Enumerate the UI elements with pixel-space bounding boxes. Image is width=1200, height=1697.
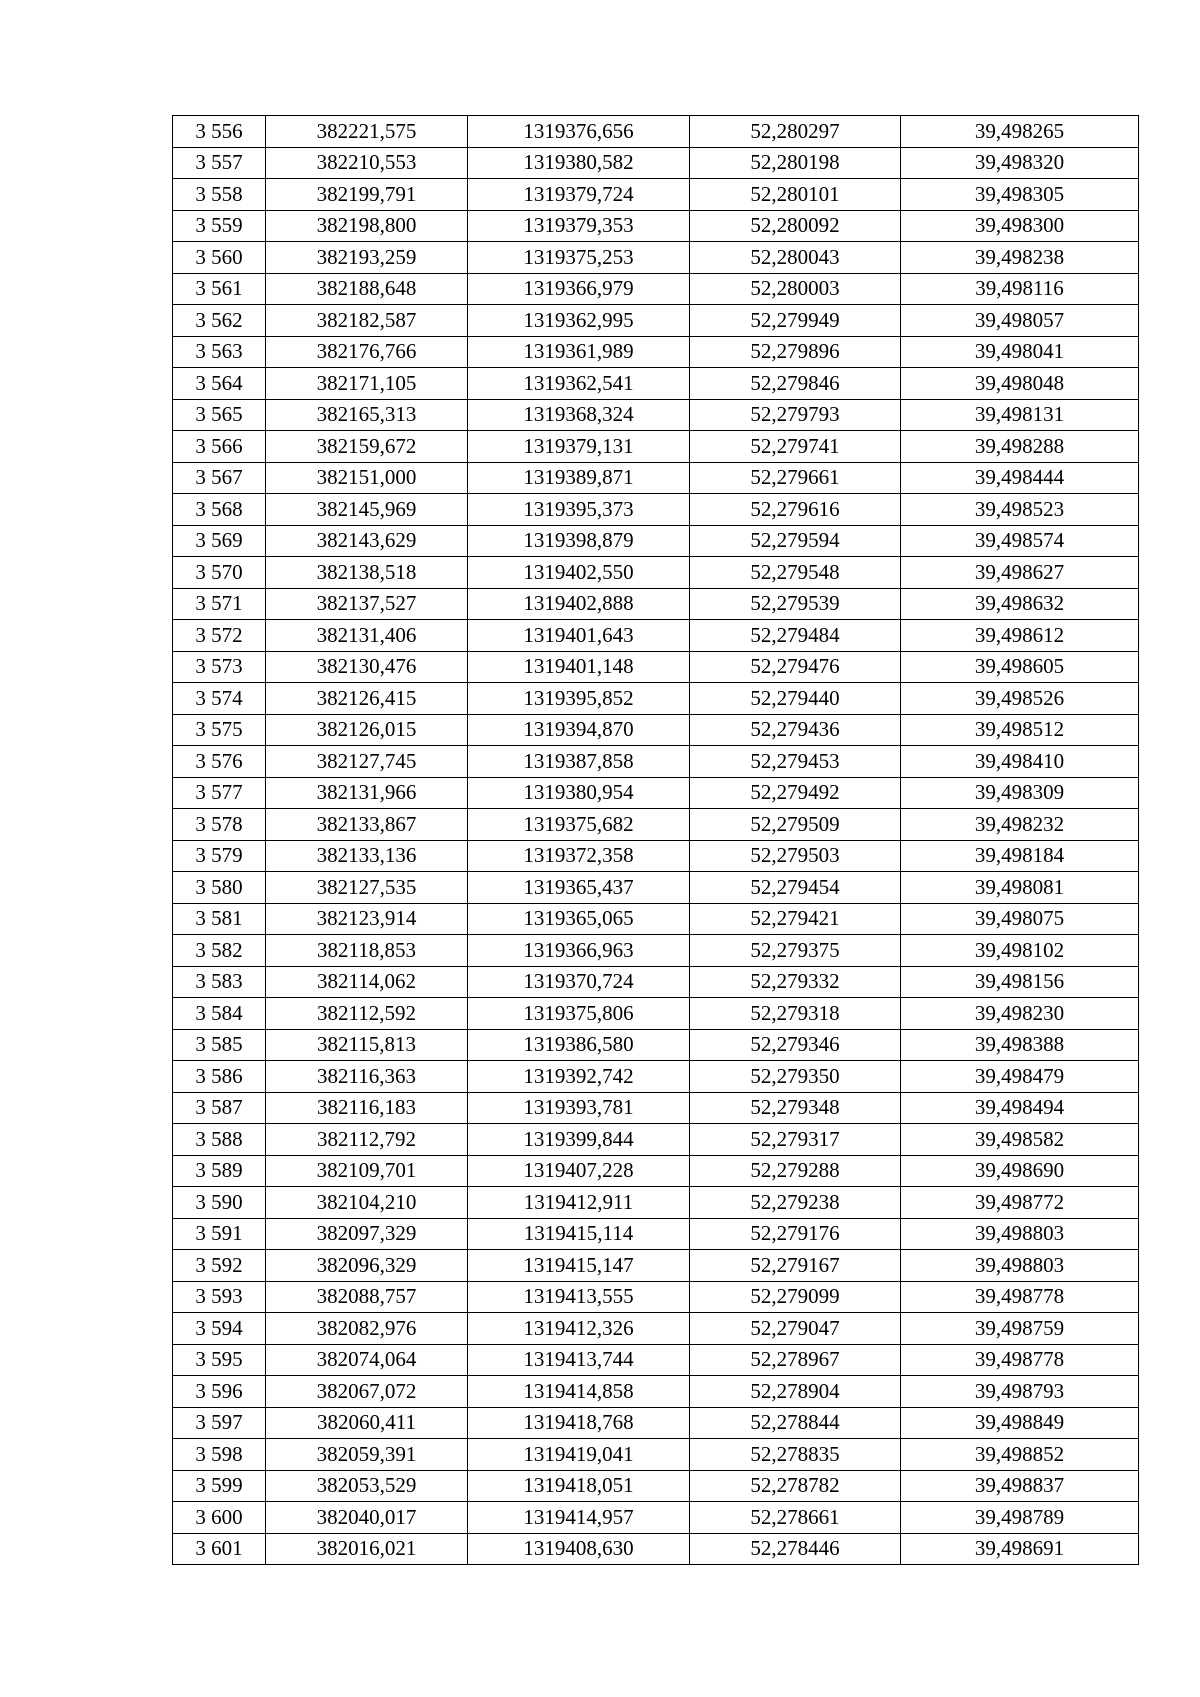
x-coordinate-cell: 382221,575 bbox=[266, 116, 468, 148]
latitude-cell: 52,279332 bbox=[690, 966, 901, 998]
longitude-cell: 39,498102 bbox=[901, 935, 1139, 967]
point-number-cell: 3 576 bbox=[173, 746, 266, 778]
latitude-cell: 52,278446 bbox=[690, 1533, 901, 1565]
y-coordinate-cell: 1319380,582 bbox=[468, 147, 690, 179]
table-row bbox=[173, 368, 1139, 400]
x-coordinate-cell: 382126,415 bbox=[266, 683, 468, 715]
x-coordinate-cell: 382112,592 bbox=[266, 998, 468, 1030]
latitude-cell: 52,279492 bbox=[690, 777, 901, 809]
longitude-cell: 39,498116 bbox=[901, 273, 1139, 305]
y-coordinate-cell: 1319401,148 bbox=[468, 651, 690, 683]
x-coordinate-cell: 382176,766 bbox=[266, 336, 468, 368]
y-coordinate-cell: 1319366,979 bbox=[468, 273, 690, 305]
longitude-cell: 39,498526 bbox=[901, 683, 1139, 715]
x-coordinate-cell: 382109,701 bbox=[266, 1155, 468, 1187]
latitude-cell: 52,279348 bbox=[690, 1092, 901, 1124]
x-coordinate-cell: 382074,064 bbox=[266, 1344, 468, 1376]
y-coordinate-cell: 1319361,989 bbox=[468, 336, 690, 368]
x-coordinate-cell: 382138,518 bbox=[266, 557, 468, 589]
point-number-cell: 3 560 bbox=[173, 242, 266, 274]
longitude-cell: 39,498305 bbox=[901, 179, 1139, 211]
longitude-cell: 39,498691 bbox=[901, 1533, 1139, 1565]
latitude-cell: 52,279793 bbox=[690, 399, 901, 431]
y-coordinate-cell: 1319418,051 bbox=[468, 1470, 690, 1502]
y-coordinate-cell: 1319375,806 bbox=[468, 998, 690, 1030]
latitude-cell: 52,279167 bbox=[690, 1250, 901, 1282]
x-coordinate-cell: 382097,329 bbox=[266, 1218, 468, 1250]
longitude-cell: 39,498081 bbox=[901, 872, 1139, 904]
longitude-cell: 39,498605 bbox=[901, 651, 1139, 683]
longitude-cell: 39,498075 bbox=[901, 903, 1139, 935]
x-coordinate-cell: 382096,329 bbox=[266, 1250, 468, 1282]
latitude-cell: 52,280198 bbox=[690, 147, 901, 179]
x-coordinate-cell: 382165,313 bbox=[266, 399, 468, 431]
point-number-cell: 3 592 bbox=[173, 1250, 266, 1282]
y-coordinate-cell: 1319399,844 bbox=[468, 1124, 690, 1156]
point-number-cell: 3 556 bbox=[173, 116, 266, 148]
y-coordinate-cell: 1319379,724 bbox=[468, 179, 690, 211]
x-coordinate-cell: 382143,629 bbox=[266, 525, 468, 557]
longitude-cell: 39,498849 bbox=[901, 1407, 1139, 1439]
point-number-cell: 3 566 bbox=[173, 431, 266, 463]
longitude-cell: 39,498156 bbox=[901, 966, 1139, 998]
point-number-cell: 3 567 bbox=[173, 462, 266, 494]
longitude-cell: 39,498627 bbox=[901, 557, 1139, 589]
latitude-cell: 52,280092 bbox=[690, 210, 901, 242]
x-coordinate-cell: 382123,914 bbox=[266, 903, 468, 935]
longitude-cell: 39,498131 bbox=[901, 399, 1139, 431]
y-coordinate-cell: 1319368,324 bbox=[468, 399, 690, 431]
x-coordinate-cell: 382116,183 bbox=[266, 1092, 468, 1124]
latitude-cell: 52,280003 bbox=[690, 273, 901, 305]
table-row bbox=[173, 1376, 1139, 1408]
y-coordinate-cell: 1319376,656 bbox=[468, 116, 690, 148]
point-number-cell: 3 580 bbox=[173, 872, 266, 904]
table-row bbox=[173, 620, 1139, 652]
x-coordinate-cell: 382082,976 bbox=[266, 1313, 468, 1345]
y-coordinate-cell: 1319414,957 bbox=[468, 1502, 690, 1534]
longitude-cell: 39,498320 bbox=[901, 147, 1139, 179]
x-coordinate-cell: 382193,259 bbox=[266, 242, 468, 274]
latitude-cell: 52,279503 bbox=[690, 840, 901, 872]
latitude-cell: 52,278835 bbox=[690, 1439, 901, 1471]
point-number-cell: 3 565 bbox=[173, 399, 266, 431]
y-coordinate-cell: 1319408,630 bbox=[468, 1533, 690, 1565]
point-number-cell: 3 586 bbox=[173, 1061, 266, 1093]
point-number-cell: 3 581 bbox=[173, 903, 266, 935]
y-coordinate-cell: 1319379,131 bbox=[468, 431, 690, 463]
point-number-cell: 3 600 bbox=[173, 1502, 266, 1534]
point-number-cell: 3 594 bbox=[173, 1313, 266, 1345]
table-row bbox=[173, 651, 1139, 683]
y-coordinate-cell: 1319387,858 bbox=[468, 746, 690, 778]
latitude-cell: 52,279616 bbox=[690, 494, 901, 526]
table-row bbox=[173, 903, 1139, 935]
table-row bbox=[173, 840, 1139, 872]
y-coordinate-cell: 1319412,326 bbox=[468, 1313, 690, 1345]
longitude-cell: 39,498789 bbox=[901, 1502, 1139, 1534]
y-coordinate-cell: 1319362,541 bbox=[468, 368, 690, 400]
latitude-cell: 52,279741 bbox=[690, 431, 901, 463]
latitude-cell: 52,279288 bbox=[690, 1155, 901, 1187]
point-number-cell: 3 590 bbox=[173, 1187, 266, 1219]
point-number-cell: 3 579 bbox=[173, 840, 266, 872]
point-number-cell: 3 563 bbox=[173, 336, 266, 368]
x-coordinate-cell: 382059,391 bbox=[266, 1439, 468, 1471]
point-number-cell: 3 562 bbox=[173, 305, 266, 337]
longitude-cell: 39,498852 bbox=[901, 1439, 1139, 1471]
x-coordinate-cell: 382016,021 bbox=[266, 1533, 468, 1565]
table-row bbox=[173, 588, 1139, 620]
longitude-cell: 39,498793 bbox=[901, 1376, 1139, 1408]
coordinates-table-body bbox=[173, 116, 1139, 1565]
longitude-cell: 39,498803 bbox=[901, 1250, 1139, 1282]
latitude-cell: 52,279317 bbox=[690, 1124, 901, 1156]
point-number-cell: 3 558 bbox=[173, 179, 266, 211]
point-number-cell: 3 595 bbox=[173, 1344, 266, 1376]
longitude-cell: 39,498778 bbox=[901, 1281, 1139, 1313]
table-row bbox=[173, 998, 1139, 1030]
table-row bbox=[173, 966, 1139, 998]
y-coordinate-cell: 1319393,781 bbox=[468, 1092, 690, 1124]
y-coordinate-cell: 1319402,550 bbox=[468, 557, 690, 589]
point-number-cell: 3 598 bbox=[173, 1439, 266, 1471]
x-coordinate-cell: 382137,527 bbox=[266, 588, 468, 620]
y-coordinate-cell: 1319379,353 bbox=[468, 210, 690, 242]
y-coordinate-cell: 1319407,228 bbox=[468, 1155, 690, 1187]
y-coordinate-cell: 1319362,995 bbox=[468, 305, 690, 337]
y-coordinate-cell: 1319415,147 bbox=[468, 1250, 690, 1282]
table-row bbox=[173, 935, 1139, 967]
y-coordinate-cell: 1319402,888 bbox=[468, 588, 690, 620]
latitude-cell: 52,279176 bbox=[690, 1218, 901, 1250]
longitude-cell: 39,498309 bbox=[901, 777, 1139, 809]
x-coordinate-cell: 382088,757 bbox=[266, 1281, 468, 1313]
y-coordinate-cell: 1319395,373 bbox=[468, 494, 690, 526]
table-row bbox=[173, 1124, 1139, 1156]
latitude-cell: 52,279436 bbox=[690, 714, 901, 746]
y-coordinate-cell: 1319415,114 bbox=[468, 1218, 690, 1250]
point-number-cell: 3 591 bbox=[173, 1218, 266, 1250]
table-row bbox=[173, 494, 1139, 526]
table-row bbox=[173, 746, 1139, 778]
table-row bbox=[173, 462, 1139, 494]
table-row bbox=[173, 557, 1139, 589]
table-row bbox=[173, 1281, 1139, 1313]
longitude-cell: 39,498265 bbox=[901, 116, 1139, 148]
longitude-cell: 39,498772 bbox=[901, 1187, 1139, 1219]
latitude-cell: 52,279548 bbox=[690, 557, 901, 589]
x-coordinate-cell: 382130,476 bbox=[266, 651, 468, 683]
latitude-cell: 52,279346 bbox=[690, 1029, 901, 1061]
x-coordinate-cell: 382210,553 bbox=[266, 147, 468, 179]
point-number-cell: 3 593 bbox=[173, 1281, 266, 1313]
y-coordinate-cell: 1319372,358 bbox=[468, 840, 690, 872]
longitude-cell: 39,498574 bbox=[901, 525, 1139, 557]
longitude-cell: 39,498778 bbox=[901, 1344, 1139, 1376]
latitude-cell: 52,279421 bbox=[690, 903, 901, 935]
x-coordinate-cell: 382188,648 bbox=[266, 273, 468, 305]
y-coordinate-cell: 1319418,768 bbox=[468, 1407, 690, 1439]
latitude-cell: 52,279454 bbox=[690, 872, 901, 904]
point-number-cell: 3 582 bbox=[173, 935, 266, 967]
longitude-cell: 39,498494 bbox=[901, 1092, 1139, 1124]
y-coordinate-cell: 1319412,911 bbox=[468, 1187, 690, 1219]
x-coordinate-cell: 382116,363 bbox=[266, 1061, 468, 1093]
table-row bbox=[173, 1439, 1139, 1471]
longitude-cell: 39,498837 bbox=[901, 1470, 1139, 1502]
table-row bbox=[173, 336, 1139, 368]
table-row bbox=[173, 1470, 1139, 1502]
latitude-cell: 52,278782 bbox=[690, 1470, 901, 1502]
longitude-cell: 39,498479 bbox=[901, 1061, 1139, 1093]
point-number-cell: 3 587 bbox=[173, 1092, 266, 1124]
longitude-cell: 39,498444 bbox=[901, 462, 1139, 494]
x-coordinate-cell: 382112,792 bbox=[266, 1124, 468, 1156]
latitude-cell: 52,279099 bbox=[690, 1281, 901, 1313]
point-number-cell: 3 570 bbox=[173, 557, 266, 589]
point-number-cell: 3 597 bbox=[173, 1407, 266, 1439]
latitude-cell: 52,279238 bbox=[690, 1187, 901, 1219]
longitude-cell: 39,498230 bbox=[901, 998, 1139, 1030]
y-coordinate-cell: 1319366,963 bbox=[468, 935, 690, 967]
point-number-cell: 3 584 bbox=[173, 998, 266, 1030]
point-number-cell: 3 572 bbox=[173, 620, 266, 652]
longitude-cell: 39,498048 bbox=[901, 368, 1139, 400]
table-row bbox=[173, 242, 1139, 274]
point-number-cell: 3 575 bbox=[173, 714, 266, 746]
x-coordinate-cell: 382198,800 bbox=[266, 210, 468, 242]
latitude-cell: 52,279949 bbox=[690, 305, 901, 337]
y-coordinate-cell: 1319395,852 bbox=[468, 683, 690, 715]
longitude-cell: 39,498759 bbox=[901, 1313, 1139, 1345]
table-row bbox=[173, 399, 1139, 431]
latitude-cell: 52,279846 bbox=[690, 368, 901, 400]
latitude-cell: 52,278844 bbox=[690, 1407, 901, 1439]
y-coordinate-cell: 1319413,744 bbox=[468, 1344, 690, 1376]
latitude-cell: 52,279509 bbox=[690, 809, 901, 841]
latitude-cell: 52,279440 bbox=[690, 683, 901, 715]
x-coordinate-cell: 382118,853 bbox=[266, 935, 468, 967]
point-number-cell: 3 571 bbox=[173, 588, 266, 620]
x-coordinate-cell: 382104,210 bbox=[266, 1187, 468, 1219]
point-number-cell: 3 568 bbox=[173, 494, 266, 526]
longitude-cell: 39,498582 bbox=[901, 1124, 1139, 1156]
point-number-cell: 3 589 bbox=[173, 1155, 266, 1187]
y-coordinate-cell: 1319389,871 bbox=[468, 462, 690, 494]
latitude-cell: 52,279539 bbox=[690, 588, 901, 620]
x-coordinate-cell: 382159,672 bbox=[266, 431, 468, 463]
longitude-cell: 39,498057 bbox=[901, 305, 1139, 337]
y-coordinate-cell: 1319370,724 bbox=[468, 966, 690, 998]
point-number-cell: 3 564 bbox=[173, 368, 266, 400]
latitude-cell: 52,280043 bbox=[690, 242, 901, 274]
y-coordinate-cell: 1319365,437 bbox=[468, 872, 690, 904]
y-coordinate-cell: 1319375,253 bbox=[468, 242, 690, 274]
point-number-cell: 3 557 bbox=[173, 147, 266, 179]
y-coordinate-cell: 1319398,879 bbox=[468, 525, 690, 557]
x-coordinate-cell: 382126,015 bbox=[266, 714, 468, 746]
x-coordinate-cell: 382151,000 bbox=[266, 462, 468, 494]
table-row bbox=[173, 525, 1139, 557]
point-number-cell: 3 569 bbox=[173, 525, 266, 557]
table-row bbox=[173, 431, 1139, 463]
table-row bbox=[173, 305, 1139, 337]
x-coordinate-cell: 382171,105 bbox=[266, 368, 468, 400]
longitude-cell: 39,498690 bbox=[901, 1155, 1139, 1187]
table-row bbox=[173, 1407, 1139, 1439]
point-number-cell: 3 574 bbox=[173, 683, 266, 715]
longitude-cell: 39,498041 bbox=[901, 336, 1139, 368]
y-coordinate-cell: 1319394,870 bbox=[468, 714, 690, 746]
latitude-cell: 52,279047 bbox=[690, 1313, 901, 1345]
longitude-cell: 39,498512 bbox=[901, 714, 1139, 746]
y-coordinate-cell: 1319414,858 bbox=[468, 1376, 690, 1408]
y-coordinate-cell: 1319413,555 bbox=[468, 1281, 690, 1313]
table-row bbox=[173, 210, 1139, 242]
latitude-cell: 52,279661 bbox=[690, 462, 901, 494]
table-row bbox=[173, 179, 1139, 211]
table-row bbox=[173, 872, 1139, 904]
table-row bbox=[173, 273, 1139, 305]
table-row bbox=[173, 1218, 1139, 1250]
point-number-cell: 3 578 bbox=[173, 809, 266, 841]
point-number-cell: 3 561 bbox=[173, 273, 266, 305]
longitude-cell: 39,498632 bbox=[901, 588, 1139, 620]
latitude-cell: 52,278967 bbox=[690, 1344, 901, 1376]
latitude-cell: 52,279350 bbox=[690, 1061, 901, 1093]
table-row bbox=[173, 1155, 1139, 1187]
x-coordinate-cell: 382199,791 bbox=[266, 179, 468, 211]
table-row bbox=[173, 1029, 1139, 1061]
table-row bbox=[173, 714, 1139, 746]
table-row bbox=[173, 1061, 1139, 1093]
y-coordinate-cell: 1319375,682 bbox=[468, 809, 690, 841]
point-number-cell: 3 577 bbox=[173, 777, 266, 809]
table-row bbox=[173, 809, 1139, 841]
table-row bbox=[173, 1533, 1139, 1565]
coordinates-table bbox=[172, 115, 1139, 1565]
x-coordinate-cell: 382040,017 bbox=[266, 1502, 468, 1534]
table-row bbox=[173, 1502, 1139, 1534]
table-row bbox=[173, 683, 1139, 715]
latitude-cell: 52,278904 bbox=[690, 1376, 901, 1408]
x-coordinate-cell: 382053,529 bbox=[266, 1470, 468, 1502]
longitude-cell: 39,498288 bbox=[901, 431, 1139, 463]
latitude-cell: 52,280297 bbox=[690, 116, 901, 148]
longitude-cell: 39,498232 bbox=[901, 809, 1139, 841]
x-coordinate-cell: 382060,411 bbox=[266, 1407, 468, 1439]
point-number-cell: 3 585 bbox=[173, 1029, 266, 1061]
latitude-cell: 52,280101 bbox=[690, 179, 901, 211]
x-coordinate-cell: 382131,406 bbox=[266, 620, 468, 652]
latitude-cell: 52,279453 bbox=[690, 746, 901, 778]
longitude-cell: 39,498388 bbox=[901, 1029, 1139, 1061]
y-coordinate-cell: 1319419,041 bbox=[468, 1439, 690, 1471]
longitude-cell: 39,498612 bbox=[901, 620, 1139, 652]
table-row bbox=[173, 777, 1139, 809]
y-coordinate-cell: 1319365,065 bbox=[468, 903, 690, 935]
longitude-cell: 39,498238 bbox=[901, 242, 1139, 274]
table-row bbox=[173, 116, 1139, 148]
table-row bbox=[173, 1344, 1139, 1376]
point-number-cell: 3 559 bbox=[173, 210, 266, 242]
longitude-cell: 39,498184 bbox=[901, 840, 1139, 872]
latitude-cell: 52,279476 bbox=[690, 651, 901, 683]
table-row bbox=[173, 1187, 1139, 1219]
x-coordinate-cell: 382133,867 bbox=[266, 809, 468, 841]
point-number-cell: 3 583 bbox=[173, 966, 266, 998]
longitude-cell: 39,498523 bbox=[901, 494, 1139, 526]
x-coordinate-cell: 382133,136 bbox=[266, 840, 468, 872]
y-coordinate-cell: 1319392,742 bbox=[468, 1061, 690, 1093]
y-coordinate-cell: 1319401,643 bbox=[468, 620, 690, 652]
point-number-cell: 3 596 bbox=[173, 1376, 266, 1408]
point-number-cell: 3 599 bbox=[173, 1470, 266, 1502]
point-number-cell: 3 601 bbox=[173, 1533, 266, 1565]
x-coordinate-cell: 382145,969 bbox=[266, 494, 468, 526]
y-coordinate-cell: 1319380,954 bbox=[468, 777, 690, 809]
latitude-cell: 52,278661 bbox=[690, 1502, 901, 1534]
latitude-cell: 52,279484 bbox=[690, 620, 901, 652]
latitude-cell: 52,279375 bbox=[690, 935, 901, 967]
latitude-cell: 52,279896 bbox=[690, 336, 901, 368]
latitude-cell: 52,279594 bbox=[690, 525, 901, 557]
longitude-cell: 39,498410 bbox=[901, 746, 1139, 778]
x-coordinate-cell: 382114,062 bbox=[266, 966, 468, 998]
point-number-cell: 3 588 bbox=[173, 1124, 266, 1156]
table-row bbox=[173, 1250, 1139, 1282]
table-row bbox=[173, 147, 1139, 179]
x-coordinate-cell: 382067,072 bbox=[266, 1376, 468, 1408]
table-row bbox=[173, 1092, 1139, 1124]
longitude-cell: 39,498803 bbox=[901, 1218, 1139, 1250]
longitude-cell: 39,498300 bbox=[901, 210, 1139, 242]
point-number-cell: 3 573 bbox=[173, 651, 266, 683]
x-coordinate-cell: 382182,587 bbox=[266, 305, 468, 337]
x-coordinate-cell: 382131,966 bbox=[266, 777, 468, 809]
x-coordinate-cell: 382127,745 bbox=[266, 746, 468, 778]
x-coordinate-cell: 382115,813 bbox=[266, 1029, 468, 1061]
table-row bbox=[173, 1313, 1139, 1345]
x-coordinate-cell: 382127,535 bbox=[266, 872, 468, 904]
y-coordinate-cell: 1319386,580 bbox=[468, 1029, 690, 1061]
latitude-cell: 52,279318 bbox=[690, 998, 901, 1030]
